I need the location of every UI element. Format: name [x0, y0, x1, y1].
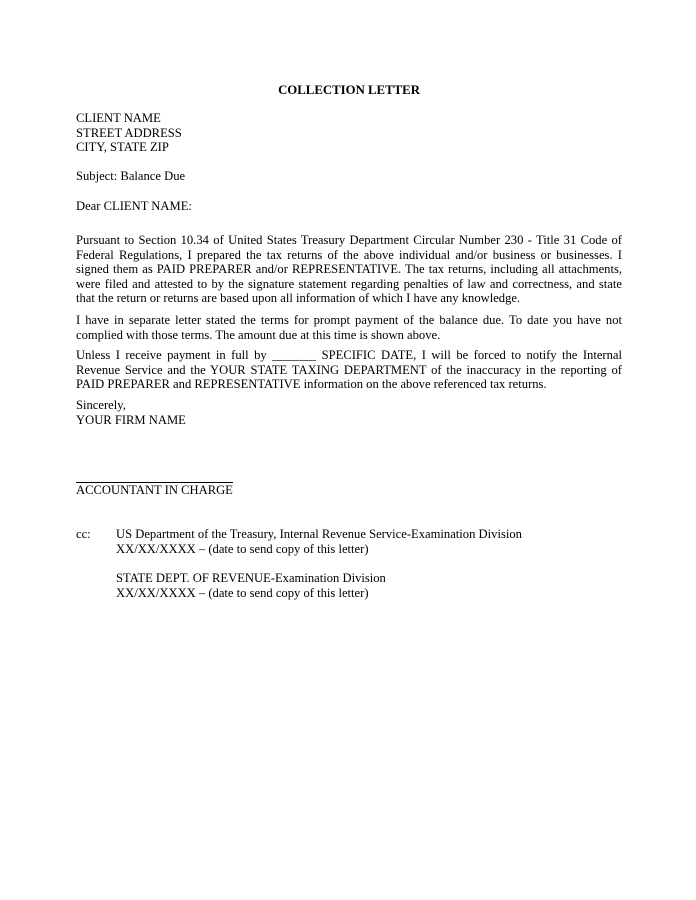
closing-block — [76, 398, 186, 427]
client-name: CLIENT NAME — [76, 111, 161, 125]
recipient-address — [76, 111, 182, 155]
letter-title: COLLECTION LETTER — [278, 83, 420, 97]
salutation: Dear CLIENT NAME: — [76, 199, 192, 213]
body-paragraph: Pursuant to Section 10.34 of United States Treasury Department Circular Number 230 - Title 31 Code of Federal Regulations, I prepared the tax returns of the above individual and/or business or businesses. I signed them as PAID PREPARER and/or REPRESENTATIVE. The tax returns, including all attachments, were filed and attested to by the signature statement regarding penalties of law and correctness, and state that the return or returns are based upon all information of which I have any knowledge. — [76, 233, 622, 306]
street-address: STREET ADDRESS — [76, 125, 182, 140]
cc-label: cc: — [76, 527, 91, 541]
cc-date-note: XX/XX/XXXX – (date to send copy of this letter) — [116, 585, 369, 600]
cc-recipient: STATE DEPT. OF REVENUE-Examination Division — [116, 571, 386, 585]
subject-line: Subject: Balance Due — [76, 169, 186, 183]
city-state-zip: CITY, STATE ZIP — [76, 140, 169, 155]
letter-page — [76, 0, 622, 900]
firm-name: YOUR FIRM NAME — [76, 412, 186, 427]
cc-entry — [116, 571, 386, 600]
closing-phrase: Sincerely, — [76, 398, 126, 412]
cc-date-note: XX/XX/XXXX – (date to send copy of this letter) — [116, 541, 369, 556]
body-paragraph: I have in separate letter stated the terms for prompt payment of the balance due. To date you have not complied with those terms. The amount due at this time is shown above. — [76, 313, 622, 342]
body-paragraph: Unless I receive payment in full by _______ SPECIFIC DATE, I will be forced to notify the Internal Revenue Service and the YOUR STATE TAXING DEPARTMENT of the inaccuracy in the reporting of PAID PREPARER and REPRESENTATIVE information on the above referenced tax returns. — [76, 348, 622, 392]
cc-entry — [116, 527, 522, 556]
signature-title: ACCOUNTANT IN CHARGE — [76, 483, 233, 497]
cc-recipient: US Department of the Treasury, Internal Revenue Service-Examination Division — [116, 527, 522, 541]
